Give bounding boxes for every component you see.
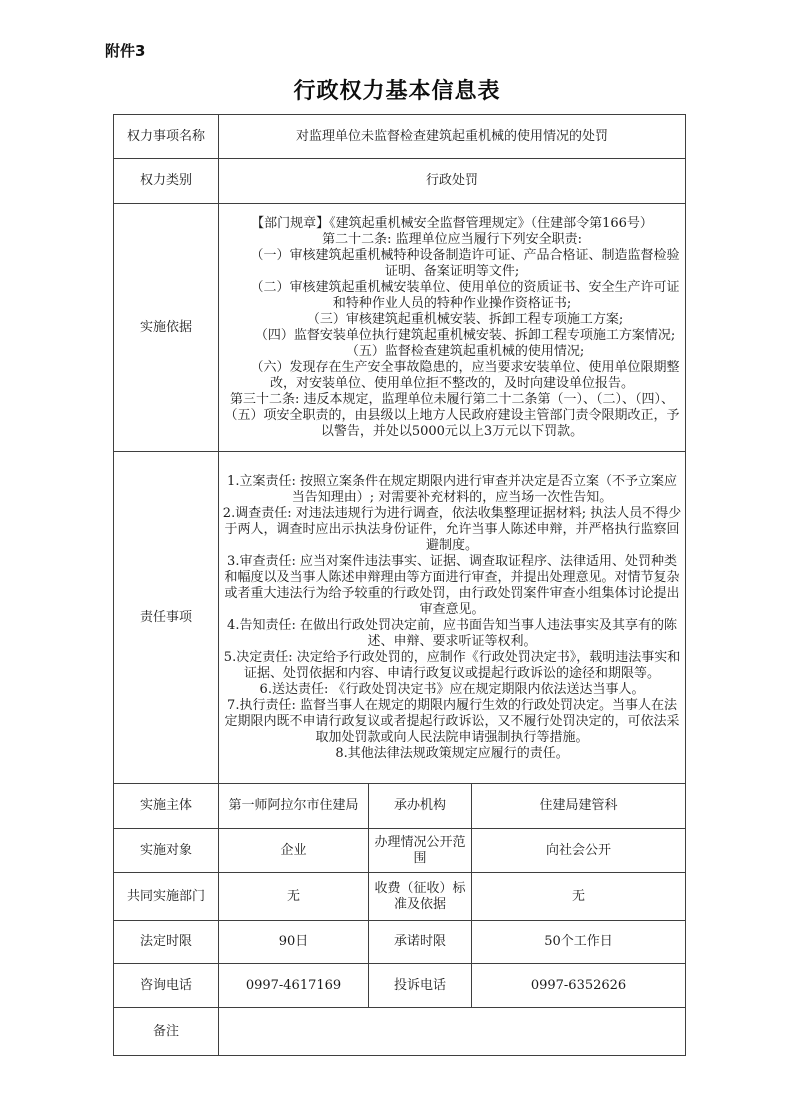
basis-paragraph: （一）审核建筑起重机械特种设备制造许可证、产品合格证、制造监督检验证明、备案证明等文件; (250, 247, 680, 279)
consult-phone-value: 0997-4617169 (219, 964, 369, 1008)
info-table (113, 114, 686, 1056)
row-target (114, 829, 686, 873)
duty-paragraph: 3.审查责任: 应当对案件违法事实、证据、调查取证程序、法律适用、处罚种类和幅度以及当事人陈述申辩理由等方面进行审查，并提出处理意见。对情节复杂或者重大违法行为给予较重的行政处罚，由行政处罚案件审查小组集体讨论提出审查意见。 (224, 553, 680, 617)
row-joint (114, 873, 686, 921)
row-remark (114, 1008, 686, 1056)
promise-limit-value: 50个工作日 (472, 921, 686, 964)
basis-paragraph: （三）审核建筑起重机械安装、拆卸工程专项施工方案; (306, 311, 624, 327)
row-item-name (114, 115, 686, 159)
agency-value: 住建局建管科 (472, 784, 686, 829)
joint-dept-label: 共同实施部门 (114, 873, 219, 921)
duty-paragraph: 1.立案责任: 按照立案条件在规定期限内进行审查并决定是否立案（不予立案应当告知理由）; 对需要补充材料的，应当场一次性告知。 (227, 473, 677, 505)
duty-paragraph: 7.执行责任: 监督当事人在规定的期限内履行生效的行政处罚决定。当事人在法定期限内既不申请行政复议或者提起行政诉讼，又不履行处罚决定的，可依法采取加处罚款或向人民法院申请强制执行等措施。 (224, 697, 680, 745)
disclosure-scope-label: 办理情况公开范围 (369, 829, 472, 873)
fee-standard-value: 无 (472, 873, 686, 921)
legal-limit-value: 90日 (219, 921, 369, 964)
row-category (114, 159, 686, 204)
page-title: 行政权力基本信息表 (293, 79, 501, 104)
subject-value: 第一师阿拉尔市住建局 (219, 784, 369, 829)
attachment-label: 附件3 (105, 42, 146, 60)
row-phone (114, 964, 686, 1008)
basis-value (219, 204, 686, 452)
basis-paragraph: 第二十二条: 监理单位应当履行下列安全职责: (322, 231, 582, 247)
basis-paragraph: 【部门规章】《建筑起重机械安全监督管理规定》（住建部令第166号） (251, 215, 653, 231)
remark-label: 备注 (114, 1008, 219, 1056)
basis-label: 实施依据 (114, 204, 219, 452)
basis-paragraph: 第三十二条: 违反本规定，监理单位未履行第二十二条第（一）、（二）、（四）、（五）项安全职责的，由县级以上地方人民政府建设主管部门责令限期改正，予以警告，并处以5000元以上3万元以下罚款。 (224, 391, 680, 439)
basis-paragraph: （二）审核建筑起重机械安装单位、使用单位的资质证书、安全生产许可证和特种作业人员的特种作业操作资格证书; (250, 279, 680, 311)
duty-paragraph: 5.决定责任: 决定给予行政处罚的，应制作《行政处罚决定书》，载明违法事实和证据、处罚依据和内容、申请行政复议或提起行政诉讼的途径和期限等。 (223, 649, 681, 681)
basis-paragraph: （四）监督安装单位执行建筑起重机械安装、拆卸工程专项施工方案情况; (254, 327, 676, 343)
complaint-phone-label: 投诉电话 (369, 964, 472, 1008)
duty-paragraph: 2.调查责任: 对违法违规行为进行调查，依法收集整理证据材料; 执法人员不得少于两人，调查时应出示执法身份证件，允许当事人陈述申辩，并严格执行监察回避制度。 (222, 505, 682, 553)
consult-phone-label: 咨询电话 (114, 964, 219, 1008)
item-name-value: 对监理单位未监督检查建筑起重机械的使用情况的处罚 (219, 115, 686, 159)
promise-limit-label: 承诺时限 (369, 921, 472, 964)
row-basis (114, 204, 686, 452)
item-name-label: 权力事项名称 (114, 115, 219, 159)
duty-paragraph: 4.告知责任: 在做出行政处罚决定前，应书面告知当事人违法事实及其享有的陈述、申辩、要求听证等权利。 (227, 617, 677, 649)
subject-label: 实施主体 (114, 784, 219, 829)
disclosure-scope-value: 向社会公开 (472, 829, 686, 873)
row-duty (114, 452, 686, 784)
legal-limit-label: 法定时限 (114, 921, 219, 964)
joint-dept-value: 无 (219, 873, 369, 921)
basis-paragraph: （五）监督检查建筑起重机械的使用情况; (345, 343, 585, 359)
row-time-limit (114, 921, 686, 964)
category-label: 权力类别 (114, 159, 219, 204)
complaint-phone-value: 0997-6352626 (472, 964, 686, 1008)
duty-label: 责任事项 (114, 452, 219, 784)
agency-label: 承办机构 (369, 784, 472, 829)
fee-standard-label: 收费（征收）标准及依据 (369, 873, 472, 921)
row-subject (114, 784, 686, 829)
remark-value (219, 1008, 686, 1056)
duty-paragraph: 6.送达责任: 《行政处罚决定书》应在规定期限内依法送达当事人。 (259, 681, 645, 697)
target-value: 企业 (219, 829, 369, 873)
basis-paragraph: （六）发现存在生产安全事故隐患的，应当要求安装单位、使用单位限期整改，对安装单位、使用单位拒不整改的，及时向建设单位报告。 (250, 359, 680, 391)
category-value: 行政处罚 (219, 159, 686, 204)
duty-value (219, 452, 686, 784)
duty-paragraph: 8.其他法律法规政策规定应履行的责任。 (335, 745, 569, 761)
target-label: 实施对象 (114, 829, 219, 873)
